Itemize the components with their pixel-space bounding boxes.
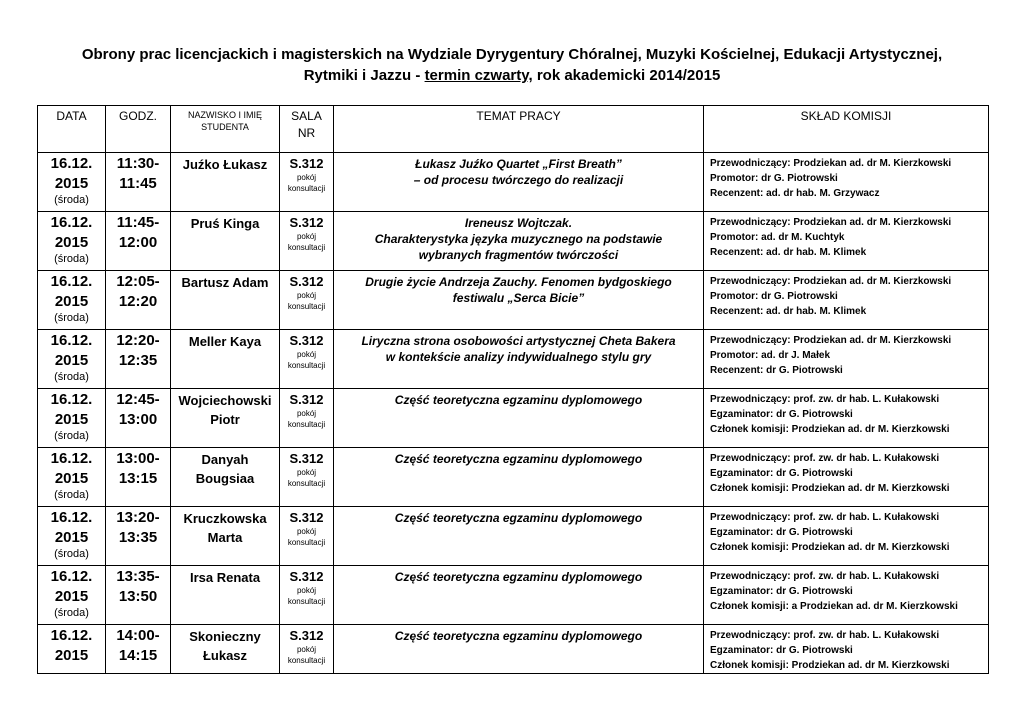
- time-start: 13:20-: [116, 509, 160, 526]
- weekday: (środa): [54, 312, 89, 324]
- committee-member-3: Członek komisji: Prodziekan ad. dr M. Kierzkowski: [710, 660, 950, 671]
- time-end: 12:35: [118, 352, 158, 369]
- student-name-line-1: Juźko Łukasz: [182, 157, 268, 172]
- title-line-2-pre: Rytmiki i Jazzu -: [303, 67, 425, 84]
- date-year: 2015: [54, 352, 89, 369]
- date-day-month: 16.12.: [50, 627, 93, 644]
- date-cell: [38, 330, 106, 389]
- student-name-line-1: Skonieczny: [189, 629, 261, 644]
- topic-line-1: Część teoretyczna egzaminu dyplomowego: [394, 629, 643, 643]
- room-note-2: konsultacji: [287, 538, 326, 547]
- committee-member-3: Członek komisji: Prodziekan ad. dr M. Kierzkowski: [710, 424, 950, 435]
- committee-cell: [704, 153, 989, 212]
- time-start: 12:45-: [116, 391, 160, 408]
- time-cell: [106, 153, 171, 212]
- schedule-table: [37, 105, 989, 674]
- student-name-line-1: Pruś Kinga: [190, 216, 260, 231]
- title-line-1: Obrony prac licencjackich i magisterskich na Wydziale Dyrygentury Chóralnej, Muzyki Kościelnej, Edukacji Artystycznej,: [81, 46, 943, 63]
- room-cell: [280, 625, 334, 674]
- date-year: 2015: [54, 470, 89, 487]
- committee-member-3: Członek komisji: Prodziekan ad. dr M. Kierzkowski: [710, 542, 950, 553]
- committee-member-3: Recenzent: ad. dr hab. M. Klimek: [710, 306, 867, 317]
- time-start: 13:35-: [116, 568, 160, 585]
- time-end: 13:35: [118, 529, 158, 546]
- committee-cell: [704, 507, 989, 566]
- student-name-line-1: Danyah: [201, 452, 249, 467]
- room-note-1: pokój: [296, 173, 317, 182]
- date-year: 2015: [54, 234, 89, 251]
- room-note-2: konsultacji: [287, 479, 326, 488]
- weekday: (środa): [54, 489, 89, 501]
- date-year: 2015: [54, 411, 89, 428]
- student-name-line-1: Bartusz Adam: [181, 275, 269, 290]
- committee-member-3: Członek komisji: Prodziekan ad. dr M. Kierzkowski: [710, 483, 950, 494]
- table-row: [38, 448, 989, 507]
- committee-cell: [704, 271, 989, 330]
- committee-member-2: Promotor: dr G. Piotrowski: [710, 173, 838, 184]
- student-cell: [171, 330, 280, 389]
- date-cell: [38, 389, 106, 448]
- topic-line-1: Część teoretyczna egzaminu dyplomowego: [394, 452, 643, 466]
- committee-cell: [704, 448, 989, 507]
- topic-line-3: wybranych fragmentów twórczości: [418, 248, 619, 262]
- committee-member-2: Egzaminator: dr G. Piotrowski: [710, 468, 853, 479]
- committee-chair: Przewodniczący: Prodziekan ad. dr M. Kierzkowski: [710, 217, 952, 228]
- header-student-line-1: NAZWISKO I IMIĘ: [187, 110, 262, 120]
- time-start: 12:20-: [116, 332, 160, 349]
- date-day-month: 16.12.: [50, 155, 93, 172]
- student-name-line-2: Piotr: [210, 412, 240, 427]
- student-name-line-1: Wojciechowski: [178, 393, 272, 408]
- room-note-2: konsultacji: [287, 302, 326, 311]
- time-cell: [106, 625, 171, 674]
- topic-cell: [334, 389, 704, 448]
- committee-chair: Przewodniczący: prof. zw. dr hab. L. Kułakowski: [710, 630, 940, 641]
- topic-line-1: Drugie życie Andrzeja Zauchy. Fenomen bydgoskiego: [365, 275, 672, 289]
- committee-chair: Przewodniczący: prof. zw. dr hab. L. Kułakowski: [710, 571, 940, 582]
- topic-line-1: Część teoretyczna egzaminu dyplomowego: [394, 393, 643, 407]
- room-cell: [280, 389, 334, 448]
- topic-cell: [334, 153, 704, 212]
- topic-cell: [334, 271, 704, 330]
- topic-cell: [334, 212, 704, 271]
- topic-cell: [334, 330, 704, 389]
- date-year: 2015: [54, 175, 89, 192]
- committee-member-3: Recenzent: ad. dr hab. M. Grzywacz: [710, 188, 880, 199]
- time-start: 13:00-: [116, 450, 160, 467]
- table-row: [38, 212, 989, 271]
- topic-line-2: Charakterystyka języka muzycznego na podstawie: [374, 232, 663, 246]
- date-year: 2015: [54, 588, 89, 605]
- room-number: S.312: [289, 510, 324, 525]
- room-note-2: konsultacji: [287, 656, 326, 665]
- room-note-2: konsultacji: [287, 361, 326, 370]
- committee-member-2: Promotor: ad. dr J. Małek: [710, 350, 831, 361]
- topic-line-2: w kontekście analizy indywidualnego stylu gry: [385, 350, 652, 364]
- student-name-line-2: Marta: [207, 530, 243, 545]
- time-end: 13:50: [118, 588, 158, 605]
- room-note-2: konsultacji: [287, 597, 326, 606]
- time-end: 12:00: [118, 234, 158, 251]
- table-row: [38, 625, 989, 674]
- room-number: S.312: [289, 569, 324, 584]
- header-time: GODZ.: [106, 106, 171, 153]
- room-note-1: pokój: [296, 645, 317, 654]
- time-cell: [106, 212, 171, 271]
- topic-line-1: Liryczna strona osobowości artystycznej Cheta Bakera: [361, 334, 676, 348]
- student-name-line-1: Kruczkowska: [183, 511, 267, 526]
- date-day-month: 16.12.: [50, 391, 93, 408]
- weekday: (środa): [54, 194, 89, 206]
- date-cell: [38, 507, 106, 566]
- room-cell: [280, 271, 334, 330]
- committee-cell: [704, 330, 989, 389]
- room-cell: [280, 448, 334, 507]
- room-note-1: pokój: [296, 291, 317, 300]
- student-name-line-1: Irsa Renata: [189, 570, 261, 585]
- committee-member-2: Egzaminator: dr G. Piotrowski: [710, 409, 853, 420]
- date-year: 2015: [54, 529, 89, 546]
- room-cell: [280, 330, 334, 389]
- room-note-2: konsultacji: [287, 184, 326, 193]
- table-row: [38, 507, 989, 566]
- time-cell: [106, 271, 171, 330]
- header-date: DATA: [38, 106, 106, 153]
- committee-member-2: Promotor: ad. dr M. Kuchtyk: [710, 232, 845, 243]
- room-note-1: pokój: [296, 409, 317, 418]
- table-row: [38, 153, 989, 212]
- committee-cell: [704, 389, 989, 448]
- header-room-line-2: NR: [297, 126, 316, 140]
- student-cell: [171, 153, 280, 212]
- committee-member-2: Egzaminator: dr G. Piotrowski: [710, 586, 853, 597]
- committee-member-3: Członek komisji: a Prodziekan ad. dr M. Kierzkowski: [710, 601, 958, 612]
- committee-chair: Przewodniczący: Prodziekan ad. dr M. Kierzkowski: [710, 335, 952, 346]
- time-start: 11:30-: [116, 155, 160, 172]
- time-start: 14:00-: [116, 627, 160, 644]
- topic-cell: [334, 507, 704, 566]
- weekday: (środa): [54, 548, 89, 560]
- header-student: [171, 106, 280, 153]
- header-student-line-2: STUDENTA: [201, 122, 249, 132]
- time-end: 12:20: [118, 293, 158, 310]
- date-cell: [38, 153, 106, 212]
- committee-chair: Przewodniczący: prof. zw. dr hab. L. Kułakowski: [710, 394, 940, 405]
- topic-cell: [334, 625, 704, 674]
- title-line-2-post: rok akademicki 2014/2015: [532, 67, 721, 84]
- time-start: 11:45-: [116, 214, 160, 231]
- time-end: 13:15: [118, 470, 158, 487]
- date-day-month: 16.12.: [50, 450, 93, 467]
- topic-cell: [334, 566, 704, 625]
- time-cell: [106, 566, 171, 625]
- time-end: 13:00: [118, 411, 158, 428]
- time-cell: [106, 330, 171, 389]
- table-row: [38, 566, 989, 625]
- student-cell: [171, 448, 280, 507]
- time-end: 14:15: [118, 647, 158, 664]
- date-day-month: 16.12.: [50, 509, 93, 526]
- room-number: S.312: [289, 392, 324, 407]
- time-cell: [106, 507, 171, 566]
- committee-cell: [704, 212, 989, 271]
- room-note-2: konsultacji: [287, 420, 326, 429]
- room-note-1: pokój: [296, 468, 317, 477]
- topic-line-2: – od procesu twórczego do realizacji: [413, 173, 624, 187]
- room-cell: [280, 212, 334, 271]
- room-number: S.312: [289, 215, 324, 230]
- student-cell: [171, 389, 280, 448]
- room-number: S.312: [289, 274, 324, 289]
- student-name-line-2: Bougsiaa: [195, 471, 255, 486]
- time-cell: [106, 389, 171, 448]
- date-cell: [38, 448, 106, 507]
- date-cell: [38, 566, 106, 625]
- header-row: [38, 106, 989, 153]
- date-cell: [38, 212, 106, 271]
- room-number: S.312: [289, 628, 324, 643]
- room-number: S.312: [289, 156, 324, 171]
- room-note-1: pokój: [296, 350, 317, 359]
- room-cell: [280, 153, 334, 212]
- committee-cell: [704, 625, 989, 674]
- committee-member-2: Promotor: dr G. Piotrowski: [710, 291, 838, 302]
- student-name-line-2: Łukasz: [202, 648, 248, 663]
- time-cell: [106, 448, 171, 507]
- title-term-underlined: termin czwarty,: [424, 67, 533, 84]
- committee-chair: Przewodniczący: Prodziekan ad. dr M. Kierzkowski: [710, 276, 952, 287]
- topic-line-1: Część teoretyczna egzaminu dyplomowego: [394, 511, 643, 525]
- topic-line-2: festiwalu „Serca Bicie”: [452, 291, 585, 305]
- room-number: S.312: [289, 451, 324, 466]
- weekday: (środa): [54, 253, 89, 265]
- room-note-1: pokój: [296, 527, 317, 536]
- table-row: [38, 271, 989, 330]
- date-day-month: 16.12.: [50, 214, 93, 231]
- date-day-month: 16.12.: [50, 332, 93, 349]
- student-cell: [171, 566, 280, 625]
- student-cell: [171, 212, 280, 271]
- header-room-line-1: SALA: [291, 109, 322, 123]
- committee-member-3: Recenzent: ad. dr hab. M. Klimek: [710, 247, 867, 258]
- header-room: [280, 106, 334, 153]
- room-cell: [280, 566, 334, 625]
- weekday: (środa): [54, 371, 89, 383]
- time-end: 11:45: [119, 175, 157, 192]
- table-row: [38, 389, 989, 448]
- date-year: 2015: [54, 293, 89, 310]
- room-note-2: konsultacji: [287, 243, 326, 252]
- student-name-line-1: Meller Kaya: [188, 334, 262, 349]
- date-day-month: 16.12.: [50, 568, 93, 585]
- document-title: [60, 44, 964, 86]
- header-committee: SKŁAD KOMISJI: [704, 106, 989, 153]
- table-row: [38, 330, 989, 389]
- title-line-2: [60, 65, 964, 86]
- room-note-1: pokój: [296, 586, 317, 595]
- topic-cell: [334, 448, 704, 507]
- committee-member-3: Recenzent: dr G. Piotrowski: [710, 365, 843, 376]
- student-cell: [171, 625, 280, 674]
- committee-member-2: Egzaminator: dr G. Piotrowski: [710, 527, 853, 538]
- room-number: S.312: [289, 333, 324, 348]
- topic-line-1: Łukasz Juźko Quartet „First Breath”: [415, 157, 622, 171]
- date-day-month: 16.12.: [50, 273, 93, 290]
- committee-cell: [704, 566, 989, 625]
- date-cell: [38, 625, 106, 674]
- weekday: (środa): [54, 430, 89, 442]
- header-topic: TEMAT PRACY: [334, 106, 704, 153]
- committee-chair: Przewodniczący: prof. zw. dr hab. L. Kułakowski: [710, 512, 940, 523]
- committee-chair: Przewodniczący: prof. zw. dr hab. L. Kułakowski: [710, 453, 940, 464]
- topic-line-1: Ireneusz Wojtczak.: [464, 216, 573, 230]
- room-cell: [280, 507, 334, 566]
- committee-chair: Przewodniczący: Prodziekan ad. dr M. Kierzkowski: [710, 158, 952, 169]
- date-cell: [38, 271, 106, 330]
- weekday: (środa): [54, 607, 89, 619]
- time-start: 12:05-: [116, 273, 160, 290]
- topic-line-1: Część teoretyczna egzaminu dyplomowego: [394, 570, 643, 584]
- room-note-1: pokój: [296, 232, 317, 241]
- student-cell: [171, 271, 280, 330]
- student-cell: [171, 507, 280, 566]
- committee-member-2: Egzaminator: dr G. Piotrowski: [710, 645, 853, 656]
- date-year: 2015: [54, 647, 89, 664]
